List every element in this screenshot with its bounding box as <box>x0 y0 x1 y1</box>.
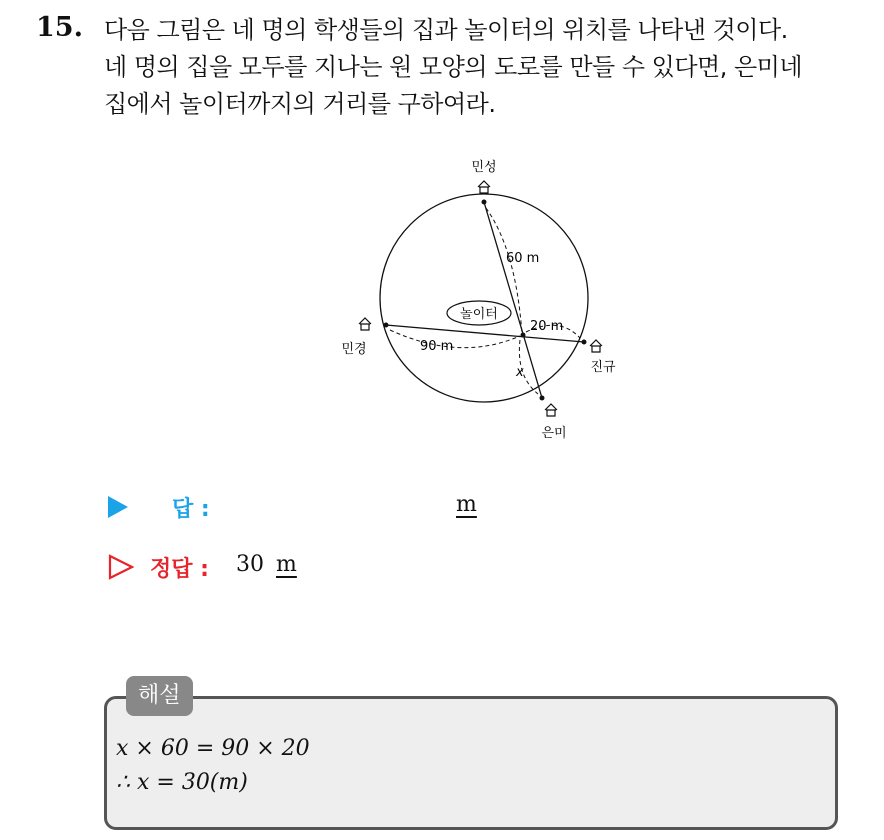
point-eunmi <box>540 396 545 401</box>
house-icon <box>478 181 490 193</box>
problem-line-2: 네 명의 집을 모두를 지나는 원 모양의 도로를 만들 수 있다면, 은미네 <box>104 53 803 81</box>
circle-diagram-svg <box>320 150 640 450</box>
house-icon <box>590 340 602 352</box>
brace-90m <box>390 330 520 348</box>
point-jingyu <box>582 340 587 345</box>
distance-x: x <box>516 365 524 380</box>
answer-unit: m <box>456 492 477 517</box>
chord-minseong-eunmi <box>484 202 542 398</box>
correct-answer-unit: m <box>276 552 297 577</box>
road-circle <box>380 194 588 402</box>
problem-number: 15. <box>36 12 83 43</box>
problem-line-1: 다음 그림은 네 명의 학생들의 집과 놀이터의 위치를 나타낸 것이다. <box>104 16 788 44</box>
correct-answer-row <box>108 552 608 586</box>
explanation-box <box>104 696 838 830</box>
point-minseong <box>482 200 487 205</box>
explanation-line-1: x × 60 = 90 × 20 <box>116 736 310 761</box>
play-icon <box>108 496 128 518</box>
label-eunmi: 은미 <box>541 426 567 441</box>
point-playground <box>521 333 526 338</box>
distance-60m: 60 m <box>506 251 540 266</box>
label-playground: 놀이터 <box>460 307 498 322</box>
distance-90m: 90 m <box>420 339 454 354</box>
point-mingyeong <box>384 323 389 328</box>
label-jingyu: 진규 <box>590 360 616 375</box>
distance-20m: 20 m <box>530 319 564 334</box>
explanation-line-2: ∴ x = 30(m) <box>116 770 248 795</box>
problem-text <box>104 12 874 123</box>
problem-line-3: 집에서 놀이터까지의 거리를 구하여라. <box>104 90 496 118</box>
answer-label: 답 : <box>172 497 210 522</box>
outline-play-icon <box>108 554 134 580</box>
correct-answer-value: 30 <box>236 552 264 577</box>
correct-answer-label: 정답 : <box>150 557 209 582</box>
label-minseong: 민성 <box>471 160 497 175</box>
circle-diagram <box>320 150 640 450</box>
explanation-tab: 해설 <box>126 676 193 716</box>
house-icon <box>545 404 557 416</box>
answer-row <box>108 492 608 524</box>
label-mingyeong: 민경 <box>341 342 367 357</box>
house-icon <box>359 318 371 330</box>
